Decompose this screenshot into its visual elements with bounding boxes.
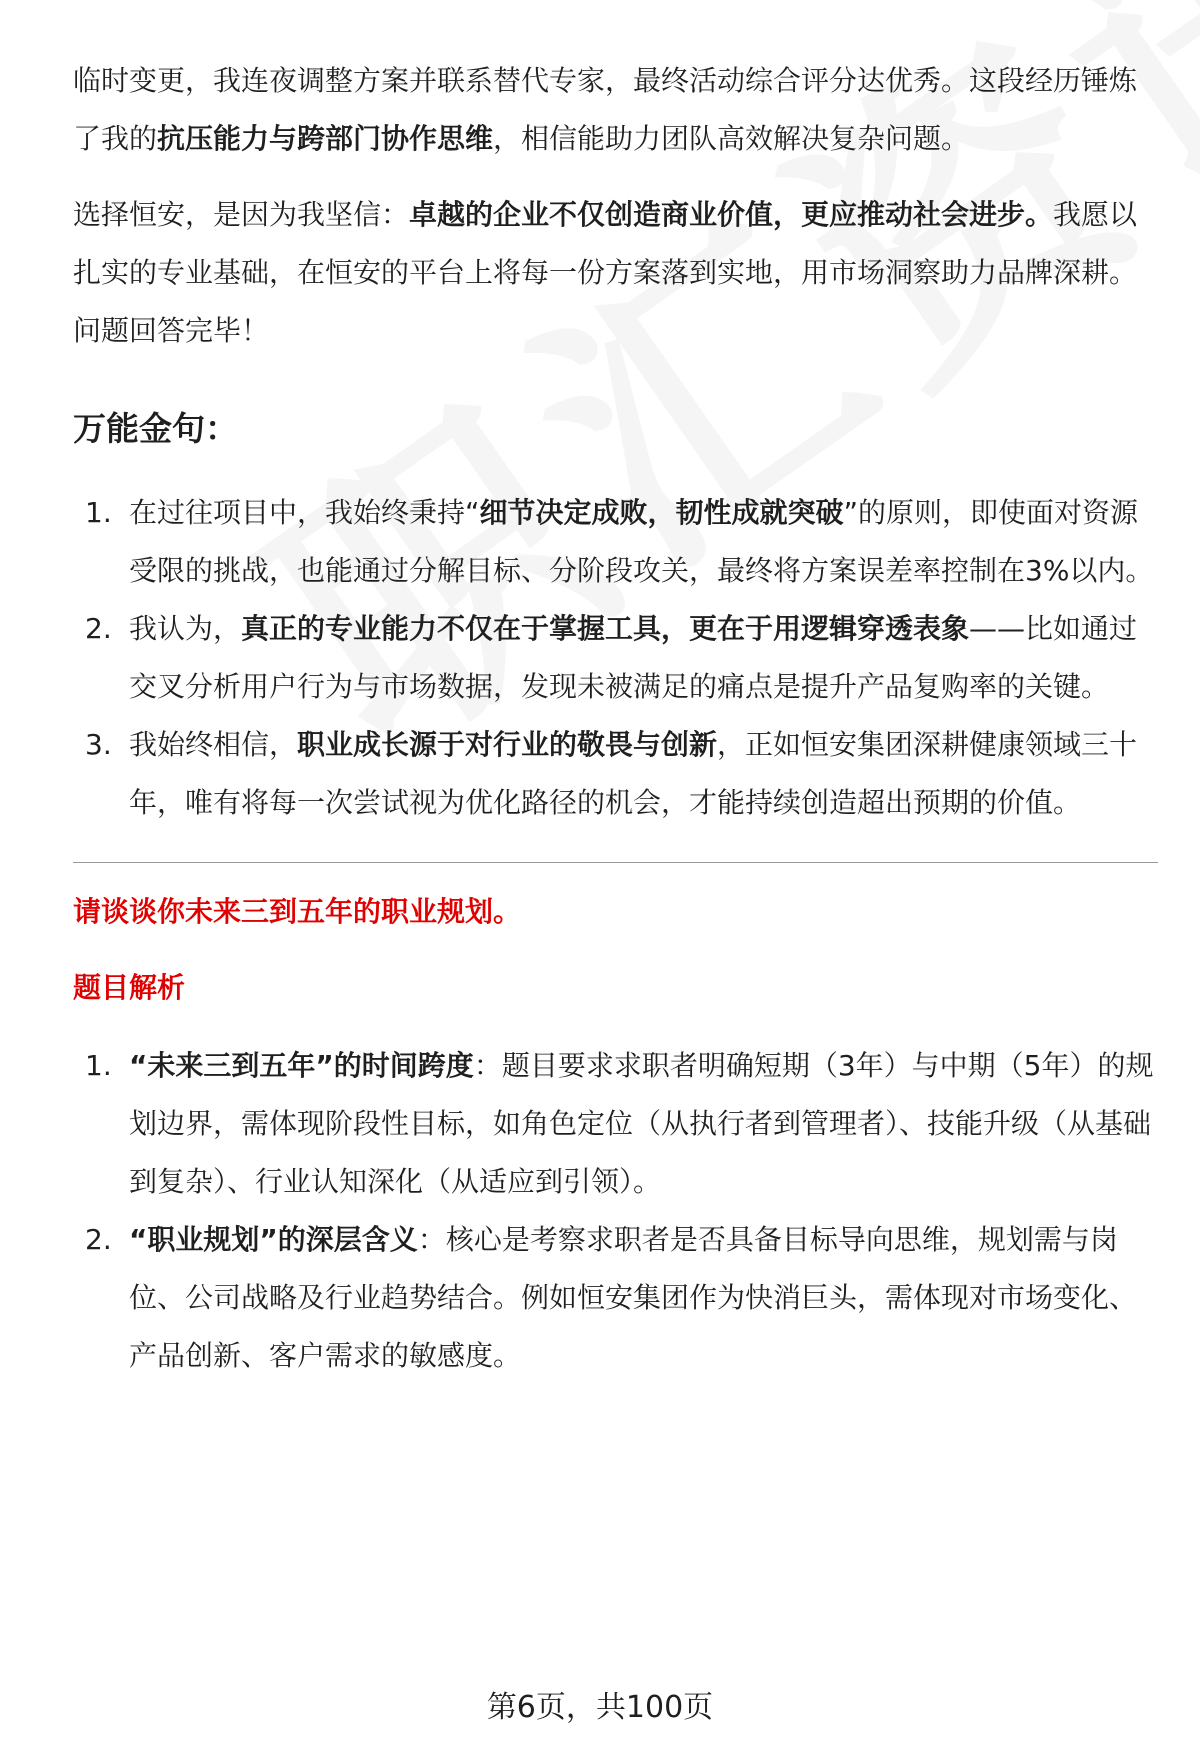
text: ：核心是考察求职者是否具备目标导向思维，规划需与岗位、公司战略及行业趋势结合。例如恒安集团作为快消巨头，需体现对市场变化、产品创新、客户需求的敏感度。 [129,1223,1138,1372]
list-item [73,1211,1158,1385]
text: ，相信能助力团队高效解决复杂问题。 [493,122,970,155]
text: 选择恒安，是因为我坚信： [73,198,410,231]
analysis-title: 题目解析 [73,971,186,1004]
bold-text: 职业成长源于对行业的敬畏与创新 [297,728,718,761]
list-item [73,716,1158,832]
list-number: 2. [85,1223,112,1256]
bold-text: 抗压能力与跨部门协作思维 [157,122,494,155]
text: 临时变更，我连夜调整方案并联系替代专家，最终活动综合评分达优秀。这段经历锤炼了我的 [73,64,1138,155]
list-number: 3. [85,728,112,761]
text: 我愿以扎实的专业基础，在恒安的平台上将每一份方案落到实地，用市场洞察助力品牌深耕。问题回答完毕！ [73,198,1138,347]
text: ——比如通过交叉分析用户行为与市场数据，发现未被满足的痛点是提升产品复购率的关键。 [129,612,1138,703]
list-number: 1. [85,496,112,529]
golden-sentence-list [73,484,1158,832]
text: ：题目要求求职者明确短期（3年）与中期（5年）的规划边界，需体现阶段性目标，如角色定位（从执行者到管理者）、技能升级（从基础到复杂）、行业认知深化（从适应到引领）。 [129,1049,1154,1198]
section-title-golden-sentences: 万能金句： [73,409,238,448]
analysis-list [73,1037,1158,1385]
question-title: 请谈谈你未来三到五年的职业规划。 [73,895,522,928]
page-number: 第6页，共100页 [486,1690,714,1725]
list-item [73,600,1158,716]
document-body [73,52,1158,1385]
list-number: 1. [85,1049,112,1082]
list-item [73,484,1158,600]
divider [73,862,1158,863]
text: ，正如恒安集团深耕健康领域三十年，唯有将每一次尝试视为优化路径的机会，才能持续创造超出预期的价值。 [129,728,1138,819]
bold-text: 细节决定成败，韧性成就突破 [479,496,844,529]
text: 我始终相信， [129,728,298,761]
intro-paragraph-1 [73,52,1158,168]
bold-text: 真正的专业能力不仅在于掌握工具，更在于用逻辑穿透表象 [241,612,970,645]
bold-text: 卓越的企业不仅创造商业价值，更应推动社会进步。 [409,198,1054,231]
bold-text: “未来三到五年”的时间跨度 [129,1049,474,1082]
intro-paragraph-2 [73,186,1158,360]
text: 在过往项目中，我始终秉持“ [129,496,480,529]
bold-text: “职业规划”的深层含义 [129,1223,418,1256]
text: 我认为， [129,612,242,645]
list-item [73,1037,1158,1211]
text: ”的原则，即使面对资源受限的挑战，也能通过分解目标、分阶段攻关，最终将方案误差率控制在3%以内。 [129,496,1154,587]
list-number: 2. [85,612,112,645]
